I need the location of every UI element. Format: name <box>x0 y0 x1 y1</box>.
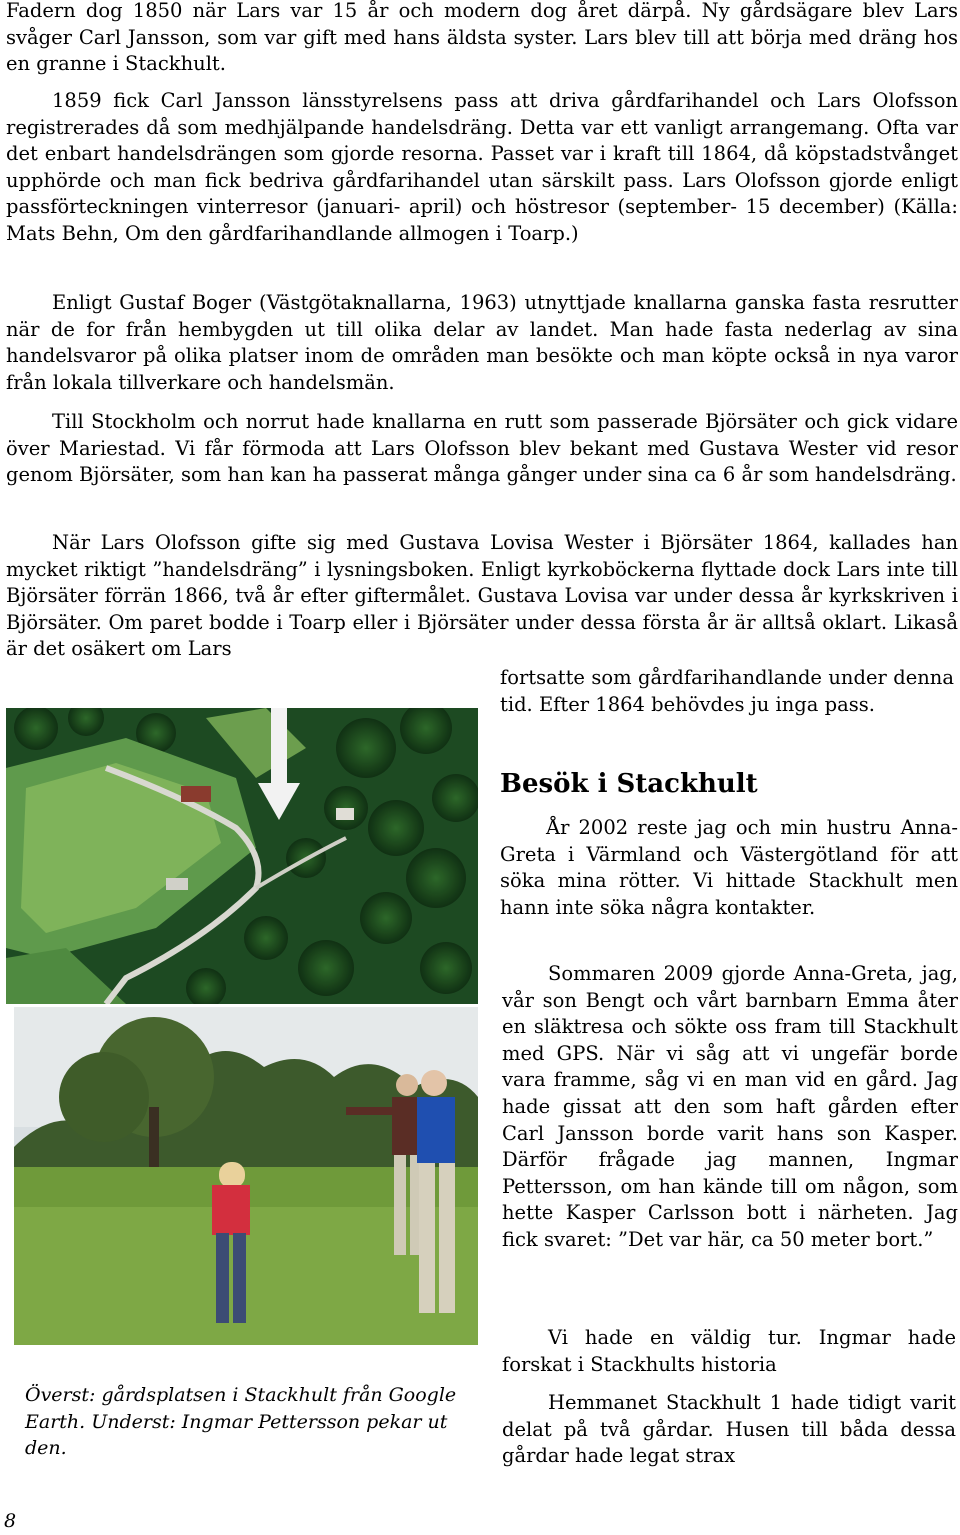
paragraph-5-continued: fortsatte som gårdfarihandlande under denna tid. Efter 1864 behövdes ju inga pass. <box>500 666 954 716</box>
aerial-photo-image <box>6 708 478 1004</box>
people-photo-image <box>14 1007 478 1345</box>
section-heading: Besök i Stackhult <box>500 769 758 799</box>
paragraph-7: Sommaren 2009 gjorde Anna-Greta, jag, vår son Bengt och vårt barnbarn Emma åter en släktresa och sökte oss fram till Stackhult med GPS. När vi såg att vi ungefär borde vara framme, såg vi en man vid en gård. Jag hade gissat att den som haft gården efter Carl Jansson borde varit hans son Kasper. Därför frågade jag mannen, Ingmar Pettersson, om han kände till om någon, som hette Kasper Carlsson bott i närheten. Jag fick svaret: ”Det var här, ca 50 meter bort.” <box>502 962 958 1251</box>
paragraph-4: Till Stockholm och norrut hade knallarna en rutt som passerade Björsäter och gick vidare över Mariestad. Vi får förmoda att Lars Olofsson blev bekant med Gustava Wester vid resor genom Björsäter, som han kan ha passerat många gånger under sina ca 6 år som handelsdräng. <box>6 410 958 487</box>
figure-caption: Överst: gårdsplatsen i Stackhult från Google Earth. Underst: Ingmar Pettersson pekar ut den. <box>25 1384 457 1460</box>
paragraph-1: Fadern dog 1850 när Lars var 15 år och modern dog året därpå. Ny gårdsägare blev Lars svåger Carl Jansson, som var gift med hans äldsta syster. Lars blev till att börja med dräng hos en granne i Stackhult. <box>6 0 958 76</box>
page-number: 8 <box>4 1510 17 1532</box>
people-photo <box>14 1007 478 1345</box>
paragraph-3: Enligt Gustaf Boger (Västgötaknallarna, 1963) utnyttjade knallarna ganska fasta resrutter när de for från hembygden ut till olika delar av landet. Man hade fasta nederlag av sina handelsvaror på olika platser inom de områden man besökte och man köpte också in nya varor från lokala tillverkare och handelsmän. <box>6 291 958 394</box>
aerial-photo <box>6 708 478 1004</box>
paragraph-2: 1859 fick Carl Jansson länsstyrelsens pass att driva gårdfarihandel och Lars Olofsson registrerades då som medhjälpande handelsdräng. Detta var ett vanligt arrangemang. Ofta var det enbart handelsdrängen som gjorde resorna. Passet var i kraft till 1864, då köpstadstvånget upphörde och man fick bedriva gårdfarihandel utan särskilt pass. Lars Olofsson gjorde enligt passförteckningen vinterresor (januari- april) och höstresor (september- 15 december) (Källa: Mats Behn, Om den gårdfarihandlande allmogen i Toarp.) <box>6 89 958 245</box>
paragraph-8: Vi hade en väldig tur. Ingmar hade forskat i Stackhults historia <box>502 1326 956 1376</box>
paragraph-5: När Lars Olofsson gifte sig med Gustava Lovisa Wester i Björsäter 1864, kallades han mycket riktigt ”handelsdräng” i lysningsboken. Enligt kyrkoböckerna flyttade dock Lars inte till Björsäter förrän 1866, två år efter giftermålet. Gustava Lovisa var under dessa år kyrkskriven i Björsäter. Om paret bodde i Toarp eller i Björsäter under dessa första år är alltså oklart. Likaså är det osäkert om Lars <box>6 531 958 661</box>
paragraph-9: Hemmanet Stackhult 1 hade tidigt varit delat på två gårdar. Husen till båda dessa gårdar hade legat strax <box>502 1391 956 1468</box>
paragraph-6: År 2002 reste jag och min hustru Anna-Greta i Värmland och Västergötland för att söka mina rötter. Vi hittade Stackhult men hann inte söka några kontakter. <box>500 816 958 919</box>
